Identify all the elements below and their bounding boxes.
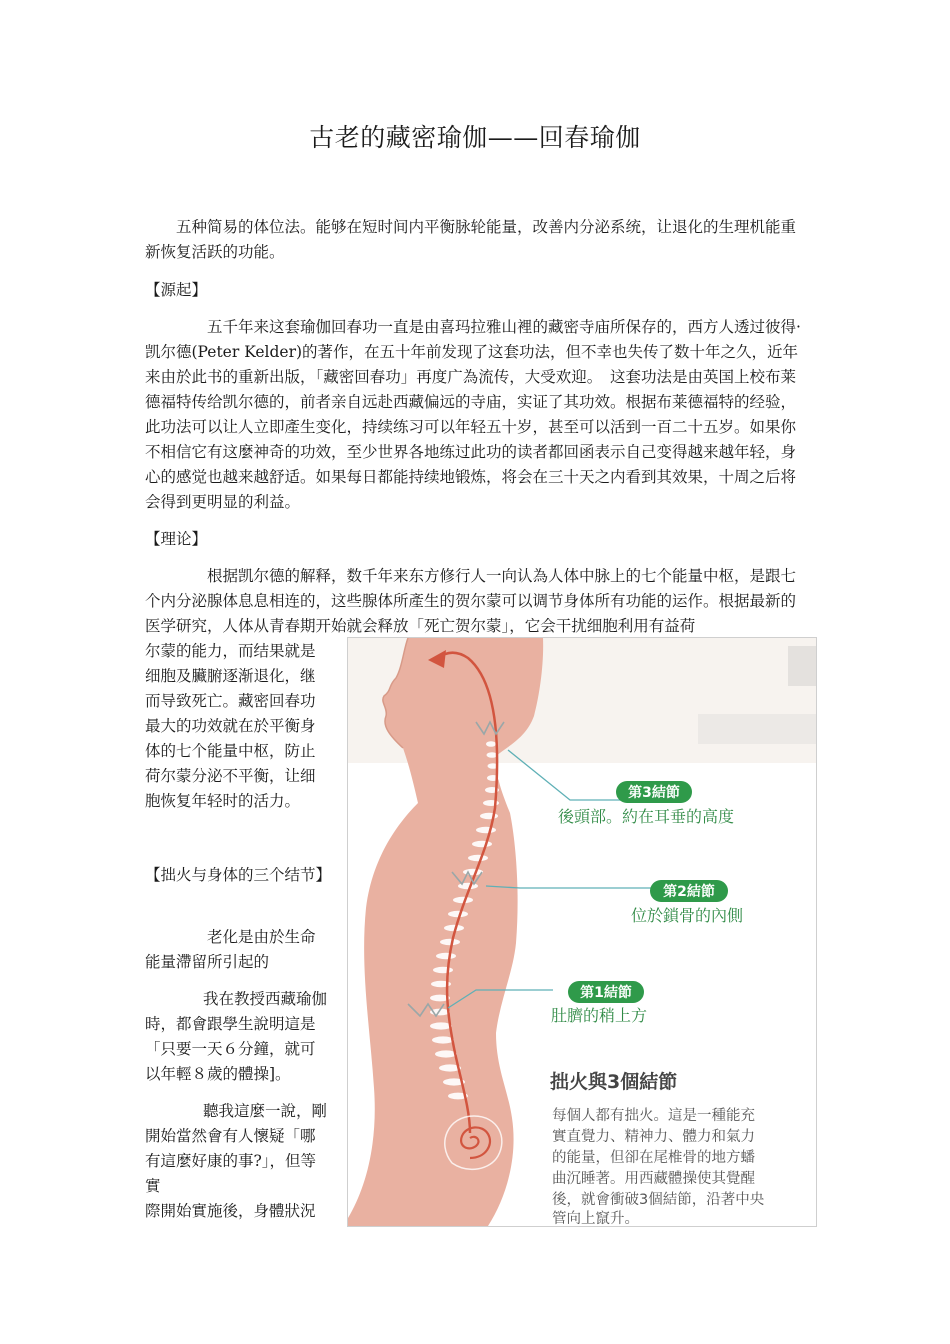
- knots-paragraph-4: 際開始實施後，身體狀況: [145, 1202, 316, 1220]
- heading-origin: 【源起】: [145, 281, 208, 299]
- figure-illustration: [348, 638, 816, 1226]
- knot3-description: 後頭部。約在耳垂的高度: [558, 807, 735, 826]
- knot2-description: 位於鎖骨的內側: [631, 906, 744, 925]
- panel-line: 實直覺力、精神力、體力和氣力: [552, 1129, 755, 1145]
- origin-paragraph: 五千年来这套瑜伽回春功一直是由喜玛拉雅山裡的藏密寺庙所保存的，西方人透过彼得·凯尔德(Peter Kelder)的著作，在五十年前发现了这套功法，但不幸也失传了数十年之久，近年来由於此书的重新出版，「藏密回春功」再度广為流传，大受欢迎。 这套功法是由英国上校布莱德福特传给凯尔德的，前者亲自远赴西藏偏远的寺庙，实证了其功效。根据布莱德福特的经验，此功法可以让人立即產生变化，持续练习可以年轻五十岁，甚至可以活到一百二十五岁。如果你不相信它有这麼神奇的功效，至少世界各地练过此功的读者都回函表示自己变得越来越年轻，身心的感觉也越来越舒适。如果每日都能持续地锻炼，将会在三十天之内看到其效果，十周之后将会得到更明显的利益。: [145, 318, 801, 511]
- knots-paragraph-2: 我在教授西藏瑜伽時，都會跟學生說明這是「只要一天６分鐘，就可以年輕８歲的體操]。: [145, 990, 328, 1083]
- panel-title: 拙火與3個結節: [550, 1071, 678, 1093]
- panel-line: 的能量，但卻在尾椎骨的地方蟠: [552, 1150, 755, 1166]
- knot1-badge: 第1結節: [580, 985, 632, 1001]
- knot1-description: 肚臍的稍上方: [551, 1006, 648, 1025]
- panel-line: 管向上竄升。: [552, 1211, 639, 1226]
- panel-line: 曲沉睡著。用西藏體操使其覺醒: [552, 1171, 755, 1187]
- theory-paragraph: 根据凯尔德的解释，数千年来东方修行人一向认為人体中脉上的七个能量中枢，是跟七个内分泌腺体息息相连的，这些腺体所產生的贺尔蒙可以调节身体所有功能的运作。根据最新的医学研究，人体从青春期开始就会释放「死亡贺尔蒙」，它会干扰细胞利用有益荷: [145, 567, 797, 635]
- panel-line: 後，就會衝破3個結節，沿著中央: [552, 1192, 765, 1208]
- knot3-badge: 第3結節: [628, 785, 680, 801]
- page-title: 古老的藏密瑜伽——回春瑜伽: [309, 123, 641, 152]
- theory-paragraph-continued: 尔蒙的能力，而结果就是细胞及臟腑逐渐退化，继而导致死亡。藏密回春功最大的功效就在於平衡身体的七个能量中枢，防止荷尔蒙分泌不平衡，让细胞恢复年轻时的活力。: [145, 642, 316, 810]
- panel-line: 每個人都有拙火。這是一種能充: [552, 1108, 755, 1124]
- heading-knots: 【拙火与身体的三个结节】: [145, 866, 332, 884]
- kundalini-knots-figure: [347, 637, 817, 1227]
- knot2-badge: 第2結節: [663, 884, 715, 900]
- knots-paragraph-1: 老化是由於生命能量滯留所引起的: [145, 928, 316, 971]
- knots-paragraph-3: 聽我這麼一說，剛開始當然會有人懷疑「哪有這麼好康的事?」，但等實: [145, 1102, 328, 1195]
- heading-theory: 【理论】: [145, 530, 208, 548]
- intro-paragraph: 五种简易的体位法。能够在短时间内平衡脉轮能量，改善内分泌系统，让退化的生理机能重新恢复活跃的功能。: [145, 218, 797, 261]
